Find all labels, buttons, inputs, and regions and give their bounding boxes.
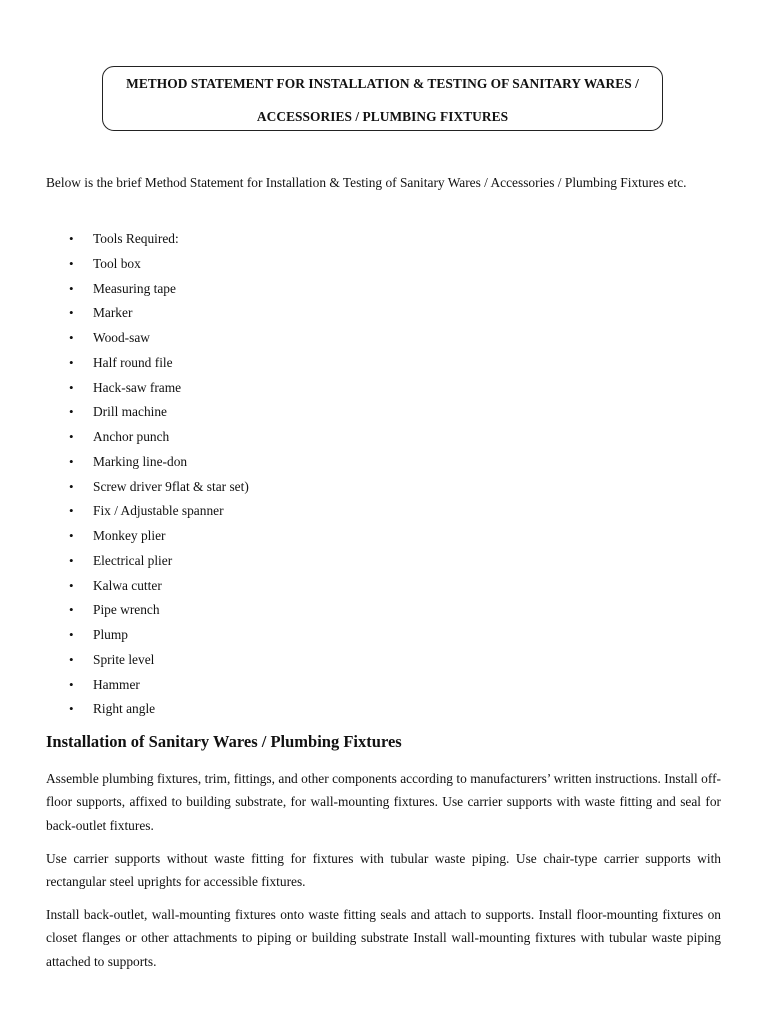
list-item: [0, 549, 249, 574]
bullet-icon: •: [69, 528, 74, 543]
list-item: [0, 227, 249, 252]
list-item: [0, 524, 249, 549]
list-item-text: Plump: [93, 627, 128, 642]
list-item: [0, 376, 249, 401]
list-item: [0, 697, 249, 722]
paragraph-1: Assemble plumbing fixtures, trim, fittings, and other components according to manufacturers’ written instructions. Install off-floor supports, affixed to building substrate, for wall-mounting fixtures. Use carrier supports with waste fitting and seal for back-outlet fixtures.: [46, 771, 721, 833]
bullet-icon: •: [69, 453, 74, 469]
list-item: [0, 623, 249, 648]
section-heading: Installation of Sanitary Wares / Plumbing Fixtures: [46, 732, 402, 751]
bullet-icon: •: [69, 255, 74, 271]
list-item-text: Tools Required:: [93, 231, 179, 246]
list-item-text: Screw driver 9flat & star set): [93, 478, 249, 494]
bullet-icon: •: [69, 651, 74, 667]
bullet-icon: •: [69, 602, 74, 618]
paragraph-3: Install back-outlet, wall-mounting fixtures onto waste fitting seals and attach to supports. Install floor-mounting fixtures on closet flanges or other attachments to piping or building substrate Install wall-mounting fixtures with tubular waste piping attached to supports.: [46, 907, 721, 969]
list-item: [0, 598, 249, 623]
bullet-icon: •: [69, 305, 74, 321]
bullet-icon: •: [69, 354, 74, 370]
list-item-text: Tool box: [93, 255, 141, 271]
bullet-icon: •: [69, 577, 74, 593]
list-item-text: Drill machine: [93, 404, 167, 420]
list-item-text: Hammer: [93, 676, 140, 692]
list-item-text: Monkey plier: [93, 528, 166, 543]
list-item-text: Marker: [93, 305, 133, 321]
list-item: [0, 475, 249, 500]
list-item: [0, 574, 249, 599]
title-line-2: ACCESSORIES / PLUMBING FIXTURES: [256, 109, 509, 124]
list-item: [0, 425, 249, 450]
list-item: [0, 326, 249, 351]
list-item: [0, 351, 249, 376]
list-item-text: Anchor punch: [93, 429, 170, 444]
list-item: [0, 673, 249, 698]
bullet-icon: •: [69, 552, 74, 568]
bullet-icon: •: [69, 429, 74, 444]
bullet-icon: •: [69, 701, 74, 717]
tools-list: [0, 227, 249, 722]
list-item-text: Pipe wrench: [93, 602, 160, 618]
list-item: [0, 648, 249, 673]
bullet-icon: •: [69, 627, 74, 642]
list-item-text: Electrical plier: [93, 552, 173, 568]
list-item-text: Marking line-don: [93, 453, 188, 469]
list-item: [0, 277, 249, 302]
list-item-text: Right angle: [93, 701, 156, 717]
list-item-text: Measuring tape: [93, 280, 176, 296]
bullet-icon: •: [69, 478, 74, 494]
list-item: [0, 499, 249, 524]
bullet-icon: •: [69, 231, 74, 246]
bullet-icon: •: [69, 404, 74, 420]
bullet-icon: •: [69, 503, 74, 519]
list-item: [0, 400, 249, 425]
title-box: [102, 66, 663, 131]
intro-paragraph: Below is the brief Method Statement for Installation & Testing of Sanitary Wares / Accessories / Plumbing Fixtures etc.: [46, 175, 687, 190]
bullet-icon: •: [69, 379, 74, 395]
paragraph-2: Use carrier supports without waste fitting for fixtures with tubular waste piping. Use chair-type carrier supports with rectangular steel uprights for accessible fixtures.: [46, 851, 721, 890]
bullet-icon: •: [69, 330, 74, 345]
list-item-text: Sprite level: [93, 651, 155, 667]
list-item-text: Hack-saw frame: [93, 379, 182, 395]
list-item-text: Half round file: [93, 354, 173, 370]
bullet-icon: •: [69, 280, 74, 296]
title-line-1: METHOD STATEMENT FOR INSTALLATION & TESTING OF SANITARY WARES /: [126, 76, 639, 91]
list-item-text: Fix / Adjustable spanner: [93, 503, 224, 519]
list-item-text: Wood-saw: [93, 330, 150, 345]
list-item: [0, 301, 249, 326]
list-item-text: Kalwa cutter: [93, 577, 162, 593]
list-item: [0, 252, 249, 277]
bullet-icon: •: [69, 676, 74, 692]
list-item: [0, 450, 249, 475]
